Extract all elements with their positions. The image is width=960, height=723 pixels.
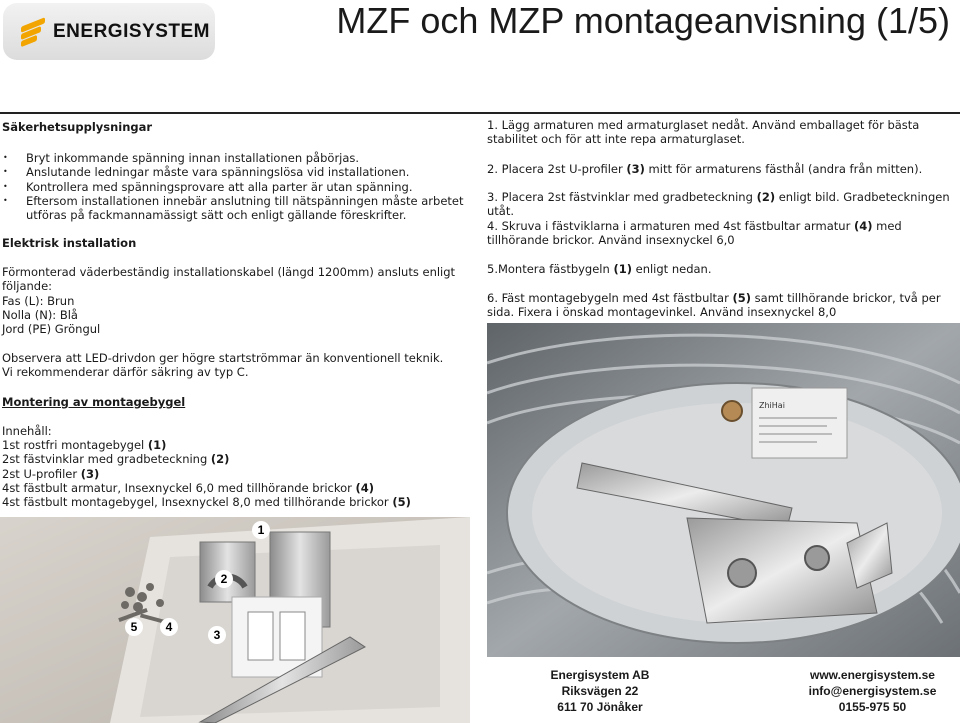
safety-bullet: • Eftersom installationen innebär anslutning till nätspänningen måste arbetet utföras på fackmannamässigt sätt och enligt gällande föreskrifter. — [2, 194, 472, 222]
step-1: 1. Lägg armaturen med armaturglaset nedåt. Använd emballaget för bästa stabilitet och för att inte repa armaturglaset. — [487, 118, 920, 147]
postal-city: 611 70 Jönåker — [557, 700, 643, 714]
contents-label: Innehåll: — [2, 424, 52, 438]
safety-section — [2, 118, 472, 222]
electrical-heading: Elektrisk installation — [2, 236, 137, 250]
kit-contents-photo — [0, 517, 470, 723]
safety-bullet: • Anslutande ledningar måste vara spänningslösa vid installationen. — [2, 165, 472, 179]
contents-item: 1st rostfri montagebygel (1) — [2, 438, 167, 453]
safety-bullet: • Kontrollera med spänningsprovare att alla parter är utan spänning. — [2, 180, 472, 194]
company-contact — [800, 667, 945, 715]
company-logo — [3, 3, 215, 60]
part-badge-5: 5 — [125, 618, 143, 636]
contents-item: 2st U-profiler (3) — [2, 466, 100, 481]
part-badge-2: 2 — [215, 570, 233, 588]
product-label — [752, 388, 847, 458]
step-5: 5.Montera fästbygeln (1) enligt nedan. — [487, 262, 712, 276]
company-address — [545, 667, 655, 715]
safety-heading: Säkerhetsupplysningar — [2, 120, 153, 134]
step-6: 6. Fäst montagebygeln med 4st fästbultar (5) samt tillhörande brickor, två per sida. Fixera i önskad montagevinkel. Använd insexnyckel 8,0 — [487, 291, 941, 320]
luminaire-photo — [487, 323, 960, 657]
mounting-contents — [2, 424, 472, 509]
kit-parts-illustration — [0, 517, 470, 723]
step-3: 3. Placera 2st fästvinklar med gradbeteckning (2) enligt bild. Gradbeteckningen utåt. — [487, 190, 950, 219]
phone-number: 0155-975 50 — [838, 700, 907, 714]
svg-text:ZhiHai: ZhiHai — [759, 401, 785, 410]
website-link[interactable]: www.energisystem.se — [810, 668, 935, 682]
logo-stripes-icon — [21, 18, 49, 46]
mounting-heading: Montering av montagebygel — [2, 395, 186, 409]
contents-item: 4st fästbult armatur, Insexnyckel 6,0 med tillhörande brickor (4) — [2, 480, 375, 495]
electrical-intro: Förmonterad väderbeständig installationskabel (längd 1200mm) ansluts enligt följande: — [2, 265, 456, 294]
document-title: MZF och MZP montageanvisning (1/5) — [336, 0, 950, 41]
electrical-note — [2, 351, 472, 379]
note-line-2: Vi rekommenderar därför säkring av typ C. — [2, 365, 249, 380]
part-badge-3: 3 — [208, 626, 226, 644]
safety-list — [2, 151, 472, 222]
housing-bolt — [722, 401, 742, 421]
step-2: 2. Placera 2st U-profiler (3) mitt för armaturens fästhål (andra från mitten). — [487, 162, 923, 176]
step-4: 4. Skruva i fästviklarna i armaturen med 4st fästbultar armatur (4) med tillhörande brickor. Använd insexnyckel 6,0 — [487, 219, 902, 248]
email-link[interactable]: info@energisystem.se — [808, 684, 937, 698]
note-line-1: Observera att LED-drivdon ger högre startströmmar än konventionell teknik. — [2, 351, 444, 365]
wire-list — [2, 294, 472, 337]
contents-item: 4st fästbult montagebygel, Insexnyckel 8,0 med tillhörande brickor (5) — [2, 495, 411, 510]
wire-earth: Jord (PE) Gröngul — [2, 322, 101, 337]
wire-phase: Fas (L): Brun — [2, 294, 75, 308]
wire-neutral: Nolla (N): Blå — [2, 308, 78, 323]
header-divider — [0, 112, 960, 114]
company-name: Energisystem AB — [550, 668, 650, 682]
part-badge-4: 4 — [160, 618, 178, 636]
logo-text: ENERGISYSTEM — [53, 20, 210, 42]
contents-item: 2st fästvinklar med gradbeteckning (2) — [2, 452, 230, 467]
luminaire-illustration — [487, 323, 960, 657]
safety-bullet: • Bryt inkommande spänning innan installationen påbörjas. — [2, 151, 472, 165]
part-badge-1: 1 — [252, 521, 270, 539]
street-address: Riksvägen 22 — [561, 684, 639, 698]
